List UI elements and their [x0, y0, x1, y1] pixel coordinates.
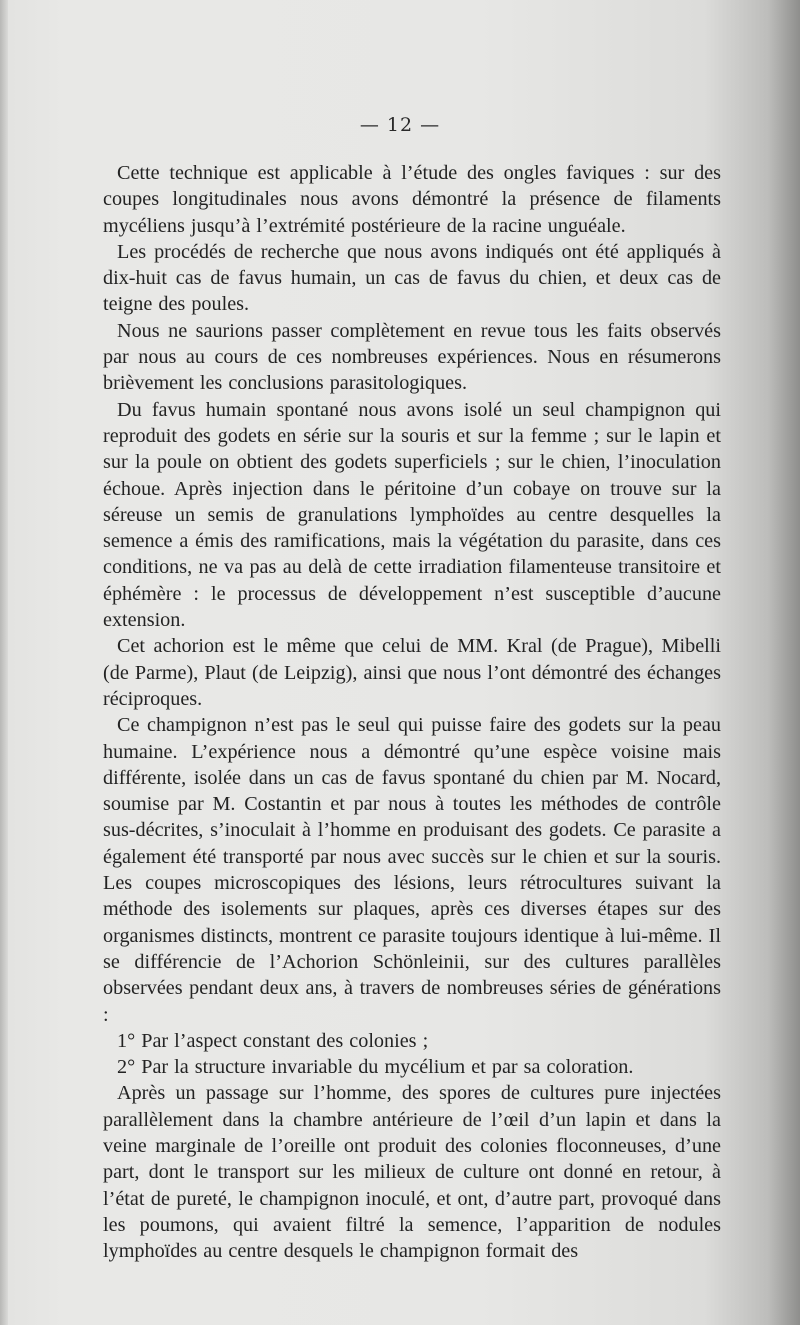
- body-text: [103, 160, 721, 1264]
- page-number: — 12 —: [359, 114, 441, 136]
- paragraph-champignon: Ce champignon n’est pas le seul qui puisse faire des godets sur la peau humaine. L’expérience nous a démontré qu’une espèce voisine mais différente, isolée dans un cas de favus spontané du chien par M. Nocard, soumise par M. Costantin et par nous à toutes les méthodes de contrôle sus-décrites, s’inoculait à l’homme en produisant des godets. Ce parasite a également été transporté par nous avec succès sur le chien et sur la souris. Les coupes microscopiques des lésions, leurs rétrocultures suivant la méthode des isolements sur plaques, après ces diverses étapes sur des organismes distincts, montrent ce parasite toujours identique à lui-même. Il se différencie de l’Achorion Schönleinii, sur des cultures parallèles observées pendant deux ans, à travers de nombreuses séries de générations :: [103, 714, 721, 1026]
- page-left-edge: [0, 0, 8, 1325]
- paragraph-ongles-faviques: Cette technique est applicable à l’étude des ongles faviques : sur des coupes longitudinales nous avons démontré la présence de filaments mycéliens jusqu’à l’extrémité postérieure de la racine unguéale.: [103, 162, 721, 237]
- paragraph-favus-humain: Du favus humain spontané nous avons isolé un seul champignon qui reproduit des godets en série sur la souris et sur la femme ; sur le lapin et sur la poule on obtient des godets superficiels ; sur le chien, l’inoculation échoue. Après injection dans le péritoine d’un cobaye on trouve sur la séreuse un semis de granulations lymphoïdes au centre desquelles la semence a émis des ramifications, mais la végétation du parasite, dans ces conditions, ne va pas au delà de cette irradiation filamenteuse transitoire et éphémère : le processus de développement n’est susceptible d’aucune extension.: [103, 398, 721, 632]
- list-item-mycelium: 2° Par la structure invariable du mycélium et par sa coloration.: [117, 1056, 634, 1079]
- list-item-colonies: 1° Par l’aspect constant des colonies ;: [117, 1029, 429, 1052]
- paragraph-conclusions: Nous ne saurions passer complètement en revue tous les faits observés par nous au cours de ces nombreuses expériences. Nous en résumerons brièvement les conclusions parasitologiques.: [103, 319, 721, 395]
- paragraph-passage-homme: Après un passage sur l’homme, des spores de cultures pure injectées parallèlement dans la chambre antérieure de l’œil d’un lapin et dans la veine marginale de l’oreille ont produit des colonies floconneuses, d’une part, dont le transport sur les milieux de culture ont donné en retour, à l’état de pureté, le champignon inoculé, et ont, d’autre part, provoqué dans les poumons, qui avaient filtré la semence, l’apparition de nodules lymphoïdes au centre desquels le champignon formait des: [103, 1082, 721, 1263]
- paragraph-achorion: Cet achorion est le même que celui de MM. Kral (de Prague), Mibelli (de Parme), Plaut (de Leipzig), ainsi que nous l’ont démontré des échanges réciproques.: [103, 635, 721, 710]
- paragraph-procedes: Les procédés de recherche que nous avons indiqués ont été appliqués à dix-huit cas de favus humain, un cas de favus du chien, et deux cas de teigne des poules.: [103, 240, 721, 316]
